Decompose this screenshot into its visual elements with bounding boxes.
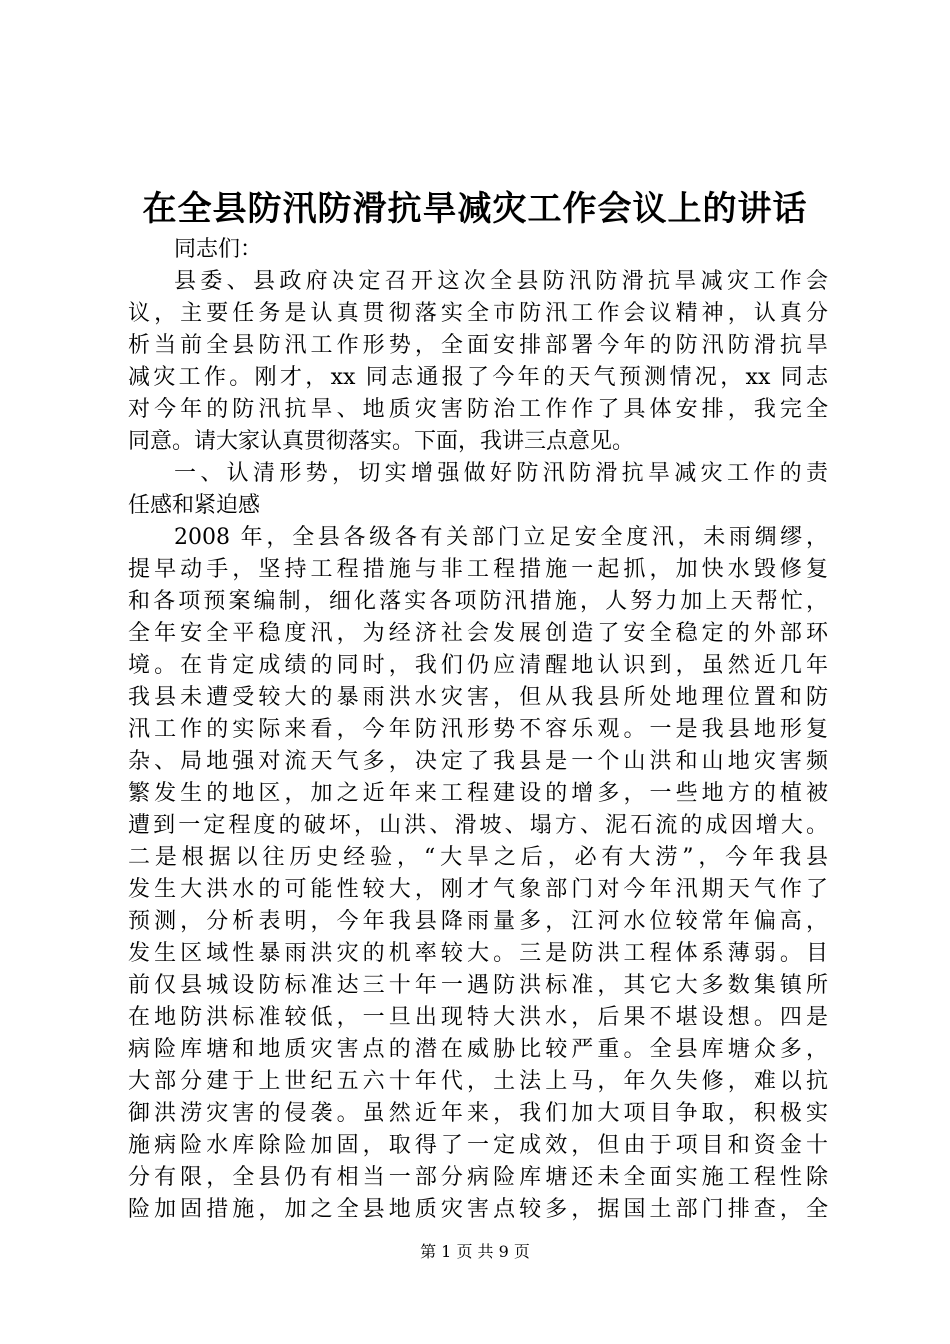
body-line: 全年安全平稳度汛，为经济社会发展创造了安全稳定的外部环 [128,621,828,646]
body-line: 杂、局地强对流天气多，决定了我县是一个山洪和山地灾害频 [128,749,828,774]
body-line: 汛工作的实际来看，今年防汛形势不容乐观。一是我县地形复 [128,717,828,742]
body-line: 繁发生的地区，加之近年来工程建设的增多，一些地方的植被 [128,781,828,806]
body-line: 施病险水库除险加固，取得了一定成效，但由于项目和资金十 [128,1133,828,1158]
salutation-line: 同志们： [174,237,263,262]
body-line: 险加固措施，加之全县地质灾害点较多，据国土部门排查，全 [128,1197,828,1222]
body-line: 大部分建于上世纪五六十年代，土法上马，年久失修，难以抗 [128,1069,828,1094]
document-body [128,234,828,1226]
document-title: 在全县防汛防滑抗旱减灾工作会议上的讲话 [142,189,808,229]
section-heading-line: 任感和紧迫感 [128,493,261,518]
body-line: 提早动手，坚持工程措施与非工程措施一起抓，加快水毁修复 [128,557,828,582]
body-line: 病险库塘和地质灾害点的潜在威胁比较严重。全县库塘众多， [128,1037,828,1062]
body-line: 发生区域性暴雨洪灾的机率较大。三是防洪工程体系薄弱。目 [128,941,828,966]
body-line: 在地防洪标准较低，一旦出现特大洪水，后果不堪设想。四是 [128,1005,828,1030]
body-line: 御洪涝灾害的侵袭。虽然近年来，我们加大项目争取，积极实 [128,1101,828,1126]
body-line: 和各项预案编制，细化落实各项防汛措施，人努力加上天帮忙， [128,589,828,614]
body-line: 2008 年，全县各级各有关部门立足安全度汛，未雨绸缪， [174,525,828,550]
body-line: 我县未遭受较大的暴雨洪水灾害，但从我县所处地理位置和防 [128,685,828,710]
page-number-footer: 第 1 页 共 9 页 [420,1242,530,1261]
body-line: 减灾工作。刚才，xx 同志通报了今年的天气预测情况，xx 同志 [128,365,828,390]
body-line: 前仅县城设防标准达三十年一遇防洪标准，其它大多数集镇所 [128,973,828,998]
body-line: 县委、县政府决定召开这次全县防汛防滑抗旱减灾工作会 [174,269,828,294]
body-line: 对今年的防汛抗旱、地质灾害防治工作作了具体安排，我完全 [128,397,828,422]
body-line: 发生大洪水的可能性较大，刚才气象部门对今年汛期天气作了 [128,877,828,902]
body-line: 析当前全县防汛工作形势，全面安排部署今年的防汛防滑抗旱 [128,333,828,358]
body-line: 议，主要任务是认真贯彻落实全市防汛工作会议精神，认真分 [128,301,828,326]
section-heading-line: 一、认清形势，切实增强做好防汛防滑抗旱减灾工作的责 [174,461,828,486]
body-line: 遭到一定程度的破坏，山洪、滑坡、塌方、泥石流的成因增大。 [128,813,828,838]
body-line: 境。在肯定成绩的同时，我们仍应清醒地认识到，虽然近几年 [128,653,828,678]
body-line: 预测，分析表明，今年我县降雨量多，江河水位较常年偏高， [128,909,828,934]
body-line: 同意。请大家认真贯彻落实。下面，我讲三点意见。 [128,429,635,454]
body-line: 二是根据以往历史经验，“大旱之后，必有大涝”，今年我县 [128,845,828,870]
body-line: 分有限，全县仍有相当一部分病险库塘还未全面实施工程性除 [128,1165,828,1190]
